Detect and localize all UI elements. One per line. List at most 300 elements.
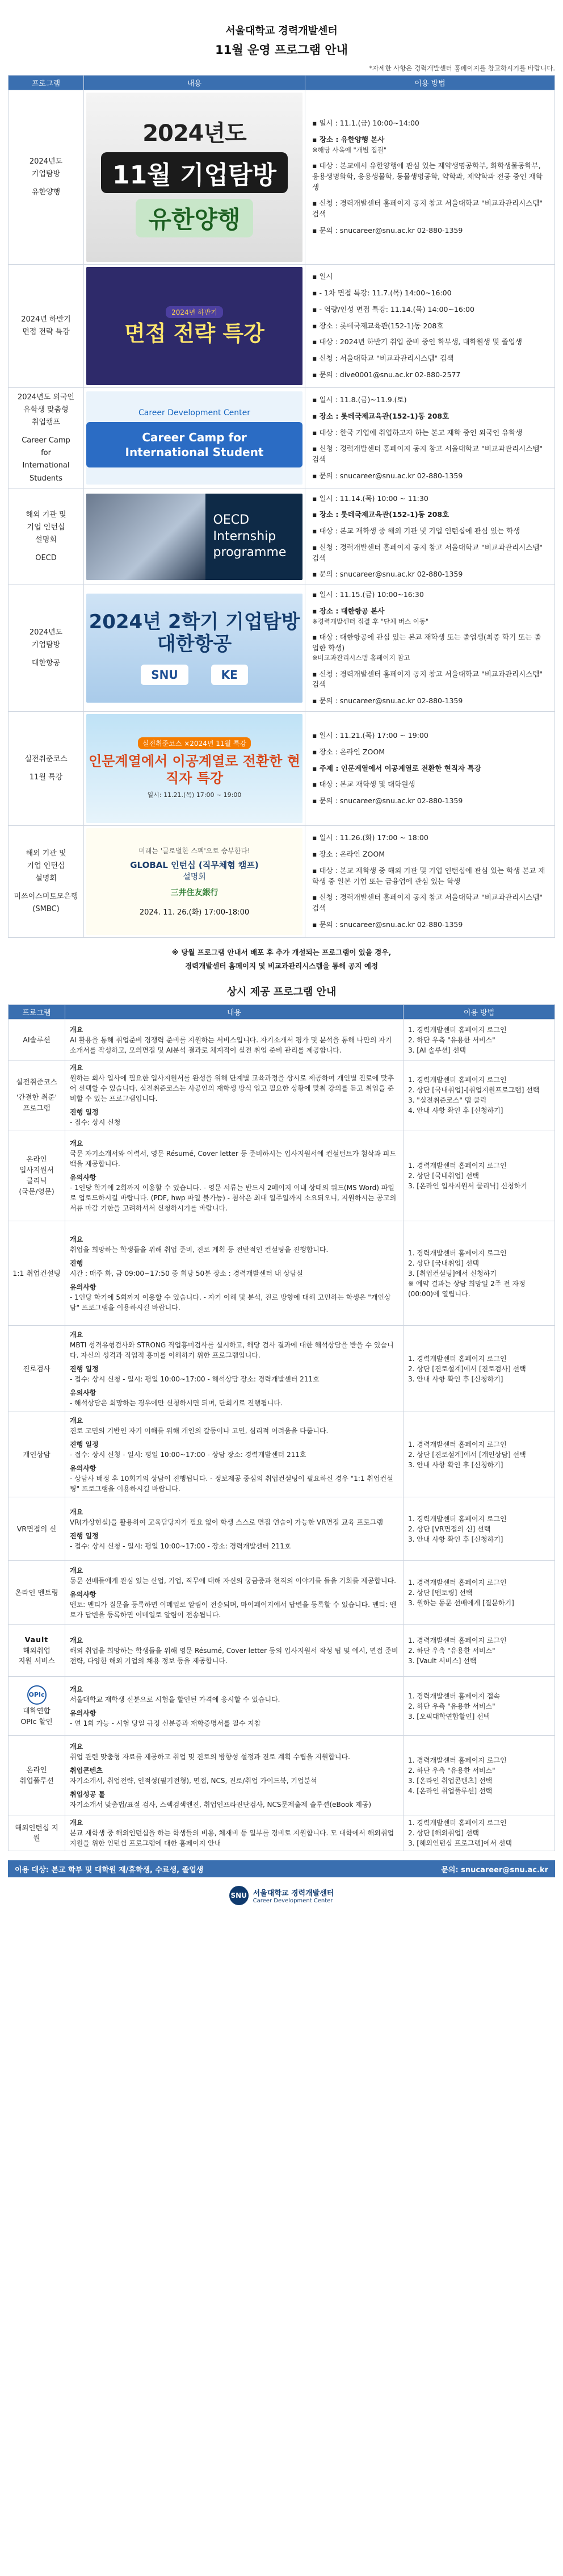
program-name-line: 기업 인턴십 xyxy=(27,523,65,532)
program-name-line xyxy=(12,429,80,435)
program-name-line: 유한양행 xyxy=(31,188,61,197)
how-step: 2. 하단 우측 "유용한 서비스" xyxy=(408,1036,495,1044)
poster-headline: 11월 기업탐방 xyxy=(101,152,288,193)
desc-block xyxy=(70,1234,398,1255)
service-name xyxy=(9,1020,65,1061)
info-text: ▪ 일시 : 11.15.(금) 10:00~16:30 xyxy=(312,590,548,600)
program-name-line: Students xyxy=(30,474,62,483)
poster-kicker: 미래는 '글로벌한 스펙'으로 승부한다! xyxy=(138,847,250,855)
how-step: ※ 예약 결과는 상담 희망일 2주 전 자정(00:00)에 열립니다. xyxy=(408,1279,526,1298)
program-row xyxy=(9,825,555,937)
service-name xyxy=(9,1326,65,1412)
info-text: ▪ 장소 : 대한항공 본사 xyxy=(312,606,548,617)
desc-block xyxy=(70,1789,398,1810)
service-description xyxy=(65,1815,404,1851)
desc-block xyxy=(70,1258,398,1279)
program-name-line: 해외 기관 및 xyxy=(26,510,66,519)
footer-contact[interactable]: 문의: snucareer@snu.ac.kr xyxy=(441,1865,548,1874)
desc-block xyxy=(70,1565,398,1586)
info-item xyxy=(312,833,548,844)
service-name xyxy=(9,1412,65,1497)
service-how xyxy=(404,1326,555,1412)
service-name-line: 대학연합 xyxy=(23,1706,51,1715)
service-row xyxy=(9,1561,555,1625)
program-poster-cell xyxy=(84,489,305,585)
desc-heading: 취업콘텐츠 xyxy=(70,1766,103,1775)
program-row xyxy=(9,489,555,585)
program-name-line xyxy=(12,181,80,186)
desc-text: AI 활용을 통해 취업준비 경쟁력 준비를 지원하는 서비스입니다. 자기소개서 평가 및 분석을 통해 나만의 자기소개서를 작성하고, 모의면접 및 AI분석 결과로 체계적이 실전 취업 준비 관리를 제공합니다. xyxy=(70,1036,392,1054)
poster-center: Career Development Center xyxy=(138,408,251,418)
how-step: 1. 경력개발센터 홈페이지 로그인 xyxy=(408,1819,507,1827)
program-name-line: 2024년도 xyxy=(29,628,63,637)
desc-text: 취업을 희망하는 학생들을 위해 취업 준비, 진로 계획 등 전반적인 컨설팅을 진행합니다. xyxy=(70,1245,329,1254)
service-how xyxy=(404,1130,555,1221)
desc-block xyxy=(70,1282,398,1313)
service-how xyxy=(404,1061,555,1130)
service-row xyxy=(9,1677,555,1736)
desc-heading: 유의사항 xyxy=(70,1173,96,1181)
poster-tag: 2024년 하반기 xyxy=(166,306,223,318)
program-name-line: 2024년도 xyxy=(29,157,63,166)
service-row xyxy=(9,1736,555,1815)
program-name xyxy=(9,388,84,489)
poster-company: 유한양행 xyxy=(136,199,253,237)
footnote xyxy=(8,946,555,973)
footnote-line: ※ 당월 프로그램 안내서 배포 후 추가 개설되는 프로그램이 있을 경우, xyxy=(171,947,392,957)
service-description xyxy=(65,1736,404,1815)
service-row xyxy=(9,1020,555,1061)
desc-text: - 접수: 상시 신청 xyxy=(70,1118,121,1127)
desc-heading: 유의사항 xyxy=(70,1709,96,1717)
info-text: ▪ 주제 : 인문계열에서 이공계열로 전환한 현직자 특강 xyxy=(312,763,548,774)
desc-block xyxy=(70,1439,398,1460)
program-row xyxy=(9,711,555,825)
desc-text: - 1인당 학기에 2회까지 이용할 수 있습니다. - 영문 서류는 반드시 2페이지 이내 상태의 워드(MS Word) 파일로 업로드하시길 바랍니다. (PDF, hwp 파일 불가능) - 첨삭은 최대 일주일까지 소요되오니, 지원하시는 공고의 서류 마감 기한을 고려하셔서 신청하시기를 바랍니다. xyxy=(70,1183,397,1212)
program-info xyxy=(305,585,555,712)
center-logo xyxy=(8,1880,555,1911)
how-step: 1. 경력개발센터 홈페이지 로그인 xyxy=(408,1249,507,1257)
poster-headline: OECD Internship programme xyxy=(213,513,287,560)
desc-block xyxy=(70,1742,398,1762)
desc-text: 서울대학교 재학생 신분으로 시험을 할인된 가격에 응시할 수 있습니다. xyxy=(70,1695,280,1704)
service-name-line: 지원 서비스 xyxy=(18,1656,55,1665)
service-how xyxy=(404,1677,555,1736)
service-description xyxy=(65,1412,404,1497)
info-item xyxy=(312,747,548,758)
section-title: 상시 제공 프로그램 안내 xyxy=(226,986,337,999)
poster-year: 2024년도 xyxy=(142,120,246,147)
program-info xyxy=(305,825,555,937)
program-name-line: 실전취준코스 xyxy=(24,754,68,763)
desc-text: 시간 : 매주 화, 금 09:00~17:50 중 회당 50분 장소 : 경력개발센터 내 상담실 xyxy=(70,1269,304,1277)
info-text: ▪ - 역량/인성 면접 특강: 11.14.(목) 14:00~16:00 xyxy=(312,304,548,315)
desc-heading: 유의사항 xyxy=(70,1283,96,1291)
vault-logo-icon: Vault xyxy=(24,1635,49,1644)
program-row xyxy=(9,585,555,712)
desc-text: - 상담사 배정 후 10회기의 상담이 진행됩니다. - 정보제공 중심의 취업컨설팅이 필요하신 경우 "1:1 취업컨설팅" 프로그램을 이용하시길 바랍니다. xyxy=(70,1474,393,1493)
service-how xyxy=(404,1625,555,1677)
service-row xyxy=(9,1815,555,1851)
footer-bar xyxy=(8,1860,555,1877)
how-step: 3. 안내 사항 확인 후 [신청하기] xyxy=(408,1460,503,1469)
service-name xyxy=(9,1221,65,1326)
program-name-line: 대한항공 xyxy=(31,659,61,668)
info-text: ▪ 신청 : 서울대학교 "비교과관리시스템" 검색 xyxy=(312,353,548,364)
how-step: 1. 경력개발센터 홈페이지 로그인 xyxy=(408,1578,507,1586)
info-text: ▪ 장소 : 온라인 ZOOM xyxy=(312,849,548,860)
info-item xyxy=(312,337,548,348)
poster-company: 三井住友銀行 xyxy=(170,888,219,898)
info-item xyxy=(312,510,548,520)
info-text: ▪ 일시 : 11.1.(금) 10:00~14:00 xyxy=(312,118,548,129)
poster-photo xyxy=(86,494,205,580)
info-item xyxy=(312,920,548,930)
service-name-line: 취업풀루션 xyxy=(19,1776,54,1785)
desc-heading: 진행 xyxy=(70,1259,83,1267)
info-text: ▪ 대상 : 대한항공에 관심 있는 본교 재학생 또는 졸업생(최종 학기 또는 졸업한 학생) xyxy=(312,632,548,654)
desc-block xyxy=(70,1708,398,1729)
col-header-content: 내용 xyxy=(65,1005,404,1020)
desc-heading: 유의사항 xyxy=(70,1464,96,1472)
program-poster xyxy=(86,391,302,485)
desc-text: - 접수: 상시 신청 - 일시: 평일 10:00~17:00 - 해석상담 장소: 경력개발센터 211호 xyxy=(70,1375,320,1383)
program-name-line: 취업캠프 xyxy=(31,418,61,427)
info-item xyxy=(312,590,548,600)
desc-block xyxy=(70,1388,398,1408)
info-text: ▪ 대상 : 본교 재학생 중 해외 기관 및 기업 인턴십에 관심 있는 학생 xyxy=(312,526,548,537)
info-text: ▪ 일시 : 11.26.(화) 17:00 ~ 18:00 xyxy=(312,833,548,844)
how-step: 3. 안내 사항 확인 후 [신청하기] xyxy=(408,1375,503,1383)
desc-heading: 개요 xyxy=(70,1742,83,1751)
how-step: 2. 상단 [국내취업]-[취업지원프로그램] 선택 xyxy=(408,1086,540,1095)
program-row xyxy=(9,265,555,388)
program-name-line xyxy=(12,546,80,552)
service-name xyxy=(9,1736,65,1815)
desc-text: 취업 관련 맞춤형 자료를 제공하고 취업 및 진로의 방향성 설정과 진로 계획 수립을 지원합니다. xyxy=(70,1752,350,1761)
service-name xyxy=(9,1130,65,1221)
how-step: 3. [AI 솔루션] 선택 xyxy=(408,1046,466,1054)
info-item xyxy=(312,763,548,774)
info-text: ▪ 신청 : 경력개발센터 홈페이지 공지 참고 서울대학교 "비교과관리시스템" 검색 xyxy=(312,669,548,691)
how-step: 1. 경력개발센터 홈페이지 로그인 xyxy=(408,1636,507,1644)
program-poster xyxy=(86,714,302,823)
program-name xyxy=(9,489,84,585)
service-row xyxy=(9,1625,555,1677)
program-name-line: 미쓰이스미토모은행(SMBC) xyxy=(14,892,78,914)
service-name-line: 1:1 취업컨설팅 xyxy=(12,1268,61,1277)
service-description xyxy=(65,1561,404,1625)
info-text: ▪ 대상 : 본교 재학생 중 해외 기관 및 기업 인턴십에 관심 있는 학생 본교 재학생 중 일본 기업 또는 금융업에 관심 있는 학생 xyxy=(312,866,548,887)
program-name-line xyxy=(12,885,80,891)
info-item xyxy=(312,796,548,807)
service-name-line: 입사지원서 xyxy=(19,1166,54,1175)
info-text: ▪ 장소 : 유한양행 본사 xyxy=(312,135,548,145)
how-step: 1. 경력개발센터 홈페이지 로그인 xyxy=(408,1514,507,1523)
monthly-program-table xyxy=(8,75,555,938)
how-step: 1. 경력개발센터 홈페이지 로그인 xyxy=(408,1161,507,1170)
info-text: ▪ 대상 : 2024년 하반기 취업 준비 중인 학부생, 대학원생 및 졸업생 xyxy=(312,337,548,348)
info-item xyxy=(312,226,548,236)
program-row xyxy=(9,388,555,489)
info-item xyxy=(312,428,548,439)
info-text: ▪ 문의 : snucareer@snu.ac.kr 02-880-1359 xyxy=(312,226,548,236)
snu-seal-icon: SNU xyxy=(229,1886,249,1905)
poster-logo-left: SNU xyxy=(141,665,188,685)
info-item xyxy=(312,606,548,627)
service-name xyxy=(9,1625,65,1677)
how-step: 1. 경력개발센터 홈페이지 로그인 xyxy=(408,1756,507,1764)
service-row xyxy=(9,1497,555,1561)
how-step: 4. [온라인 취업풀루션] 선택 xyxy=(408,1786,493,1795)
service-row xyxy=(9,1061,555,1130)
desc-text: MBTI 성격유형검사와 STRONG 직업흥미검사를 실시하고, 해당 검사 결과에 대한 해석상담을 받을 수 있습니다. 자신의 성격과 직업적 흥미를 이해하기 위한 프로그램입니다. xyxy=(70,1341,394,1359)
service-how xyxy=(404,1561,555,1625)
poster-subtitle: 설명회 xyxy=(183,872,206,882)
info-text: ▪ 문의 : dive0001@snu.ac.kr 02-880-2577 xyxy=(312,370,548,381)
info-text: ▪ 신청 : 경력개발센터 홈페이지 공지 참고 서울대학교 "비교과관리시스템" 검색 xyxy=(312,444,548,465)
col-header-how: 이용 방법 xyxy=(404,1005,555,1020)
desc-text: - 해석상담은 희망하는 경우에만 신청하시면 되며, 단회기로 진행됩니다. xyxy=(70,1398,283,1407)
info-text: ▪ 장소 : 롯데국제교육관(152-1)동 208호 xyxy=(312,411,548,422)
desc-block xyxy=(70,1507,398,1527)
how-step: 2. 상단 [해외취업] 선택 xyxy=(408,1829,479,1838)
service-name-line: OPIc 할인 xyxy=(20,1717,53,1726)
program-poster xyxy=(86,594,302,703)
service-description xyxy=(65,1020,404,1061)
service-description xyxy=(65,1497,404,1561)
logo-main: 서울대학교 경력개발센터 xyxy=(253,1889,334,1898)
info-item xyxy=(312,779,548,790)
program-poster-cell xyxy=(84,90,305,265)
service-description xyxy=(65,1061,404,1130)
footnote-line: 경력개발센터 홈페이지 및 비교과관리시스템을 통해 공지 예정 xyxy=(184,961,379,970)
program-name-line xyxy=(12,766,80,771)
service-name xyxy=(9,1561,65,1625)
desc-block xyxy=(70,1531,398,1551)
how-step: 1. 경력개발센터 홈페이지 로그인 xyxy=(408,1440,507,1448)
how-step: 2. 상단 [국내취업] 선택 xyxy=(408,1171,479,1180)
info-item xyxy=(312,892,548,914)
program-name-line: 기업 인턴십 xyxy=(27,861,65,870)
service-description xyxy=(65,1677,404,1736)
how-step: 2. 하단 우측 "유용한 서비스" xyxy=(408,1646,495,1655)
col-header-content: 내용 xyxy=(84,76,305,90)
info-item xyxy=(312,321,548,332)
how-step: 1. 경력개발센터 홈페이지 로그인 xyxy=(408,1354,507,1363)
program-poster-cell xyxy=(84,388,305,489)
desc-text: 진로 고민의 기반인 자기 이해를 위해 개인의 갈등이나 고민, 심리적 어려움을 다룹니다. xyxy=(70,1426,329,1435)
program-name-line: 해외 기관 및 xyxy=(26,849,66,858)
service-how xyxy=(404,1020,555,1061)
info-item xyxy=(312,118,548,129)
desc-heading: 개요 xyxy=(70,1416,83,1425)
info-item xyxy=(312,198,548,220)
program-poster-cell xyxy=(84,825,305,937)
footer-target: 이용 대상: 본교 학부 및 대학원 재/휴학생, 수료생, 졸업생 xyxy=(15,1865,204,1874)
info-text: ▪ 장소 : 롯데국제교육관(152-1)동 208호 xyxy=(312,321,548,332)
desc-heading: 개요 xyxy=(70,1025,83,1034)
page-title: 11월 운영 프로그램 안내 xyxy=(215,43,348,57)
program-name xyxy=(9,711,84,825)
desc-block xyxy=(70,1107,398,1128)
service-row xyxy=(9,1326,555,1412)
info-note: ※해당 사옥에 "개별 집결" xyxy=(312,145,387,154)
info-item xyxy=(312,696,548,707)
info-item xyxy=(312,669,548,691)
desc-text: 동문 선배들에게 관심 있는 산업, 기업, 직무에 대해 자신의 궁금증과 현직의 이야기를 들을 기회를 제공합니다. xyxy=(70,1576,396,1585)
how-step: 2. 상단 [진로설계]에서 [개인상담] 선택 xyxy=(408,1450,526,1459)
desc-heading: 개요 xyxy=(70,1064,83,1072)
program-name xyxy=(9,825,84,937)
desc-block xyxy=(70,1684,398,1705)
poster-headline: 2024년 2학기 기업탐방 대한항공 xyxy=(89,610,300,656)
service-name-line: 해외취업 xyxy=(23,1646,51,1655)
info-text: ▪ 장소 : 온라인 ZOOM xyxy=(312,747,548,758)
service-name-line: AI솔루션 xyxy=(23,1035,51,1044)
how-step: 3. [취업컨설팅]에서 신청하기 xyxy=(408,1269,497,1277)
desc-heading: 개요 xyxy=(70,1139,83,1147)
how-step: 3. [오픽대학연합할인] 선택 xyxy=(408,1712,490,1721)
poster-logo-right: KE xyxy=(211,665,248,685)
poster-date: 일시: 11.21.(목) 17:00 ~ 19:00 xyxy=(147,791,242,799)
desc-heading: 개요 xyxy=(70,1330,83,1339)
service-description xyxy=(65,1130,404,1221)
info-note: ※경력개발센터 집결 후 "단체 버스 이동" xyxy=(312,617,429,625)
desc-heading: 진행 일정 xyxy=(70,1531,99,1540)
program-name-line: Career Camp xyxy=(22,436,70,445)
desc-block xyxy=(70,1765,398,1786)
service-name-line: 해외인턴십 지원 xyxy=(15,1823,58,1843)
service-row xyxy=(9,1412,555,1497)
desc-heading: 개요 xyxy=(70,1819,83,1827)
program-poster-cell xyxy=(84,585,305,712)
info-item xyxy=(312,272,548,282)
desc-heading: 개요 xyxy=(70,1508,83,1516)
program-name-line: 2024년 하반기 xyxy=(21,315,71,324)
service-row xyxy=(9,1221,555,1326)
program-info xyxy=(305,489,555,585)
desc-text: - 접수: 상시 신청 - 일시: 평일 10:00~17:00 - 장소: 경력개발센터 211호 xyxy=(70,1542,291,1550)
header-note: *자세한 사항은 경력개발센터 홈페이지를 참고하시기를 바랍니다. xyxy=(369,64,555,72)
desc-text: 자기소개서, 취업전략, 인적성(필기전형), 면접, NCS, 진로/취업 가이드북, 기업분석 xyxy=(70,1776,317,1785)
program-name-line: 면접 전략 특강 xyxy=(22,328,70,336)
program-name-line: 기업탐방 xyxy=(31,640,61,649)
info-item xyxy=(312,395,548,406)
info-text: ▪ 대상 : 본교에서 유한양행에 관심 있는 제약생명공학부, 화학생물공학부, 응용생명화학, 응용생물학, 동물생명공학, 약학과, 제약학과 전공 중인 재학생 xyxy=(312,161,548,193)
how-step: 1. 경력개발센터 홈페이지 접속 xyxy=(408,1692,500,1700)
desc-text: 국문 자기소개서와 이력서, 영문 Résumé, Cover letter 등 준비하시는 입사지원서에 컨설턴트가 첨삭과 피드백을 제공합니다. xyxy=(70,1149,396,1168)
info-item xyxy=(312,542,548,564)
info-text: ▪ 일시 xyxy=(312,272,548,282)
how-step: 1. 경력개발센터 홈페이지 로그인 xyxy=(408,1076,507,1084)
how-step: 2. 하단 우측 "유용한 서비스" xyxy=(408,1766,495,1775)
desc-heading: 진행 일정 xyxy=(70,1440,99,1448)
service-name-line: 프로그램 xyxy=(23,1103,51,1112)
info-item xyxy=(312,632,548,663)
info-item xyxy=(312,411,548,422)
info-item xyxy=(312,161,548,193)
info-text: ▪ 신청 : 경력개발센터 홈페이지 공지 참고 서울대학교 "비교과관리시스템" 검색 xyxy=(312,542,548,564)
program-name-line: for xyxy=(41,449,51,458)
desc-heading: 유의사항 xyxy=(70,1590,96,1598)
desc-block xyxy=(70,1364,398,1384)
info-text: ▪ 대상 : 한국 기업에 취업하고자 하는 본교 재학 중인 외국인 유학생 xyxy=(312,428,548,439)
info-text: ▪ 일시 : 11.8.(금)~11.9.(토) xyxy=(312,395,548,406)
opic-logo-icon: OPIc xyxy=(27,1685,47,1705)
program-name-line: 기업탐방 xyxy=(31,169,61,178)
desc-block xyxy=(70,1463,398,1494)
service-description xyxy=(65,1326,404,1412)
desc-heading: 개요 xyxy=(70,1636,83,1644)
logo-sub: Career Development Center xyxy=(253,1898,333,1905)
how-step: 3. [온라인 취업콘텐츠] 선택 xyxy=(408,1776,493,1785)
program-name xyxy=(9,90,84,265)
service-row xyxy=(9,1130,555,1221)
desc-block xyxy=(70,1818,398,1848)
desc-heading: 취업성공 툴 xyxy=(70,1790,106,1798)
desc-heading: 개요 xyxy=(70,1685,83,1693)
desc-block xyxy=(70,1635,398,1666)
info-text: ▪ 장소 : 롯데국제교육관(152-1)동 208호 xyxy=(312,510,548,520)
how-step: 4. 안내 사항 확인 후 [신청하기] xyxy=(408,1107,503,1115)
info-item xyxy=(312,135,548,155)
desc-heading: 개요 xyxy=(70,1235,83,1243)
program-name-line: 2024년도 외국인 xyxy=(17,393,74,402)
service-how xyxy=(404,1221,555,1326)
desc-text: 본교 재학생 중 해외인턴십을 하는 학생들의 비용, 체재비 등 일부를 경비로 지원합니다. 모 대학에서 해외취업 지원을 위한 인턴쉽 프로그램에 대한 홈페이지 안내 xyxy=(70,1829,394,1848)
service-how xyxy=(404,1736,555,1815)
program-poster-cell xyxy=(84,265,305,388)
program-row xyxy=(9,90,555,265)
info-text: ▪ 문의 : snucareer@snu.ac.kr 02-880-1359 xyxy=(312,696,548,707)
info-text: ▪ 일시 : 11.21.(목) 17:00 ~ 19:00 xyxy=(312,730,548,741)
header xyxy=(8,0,555,58)
desc-block xyxy=(70,1138,398,1169)
desc-block xyxy=(70,1025,398,1055)
program-name-line xyxy=(12,652,80,657)
poster-date: 2024. 11. 26.(화) 17:00-18:00 xyxy=(139,908,250,917)
how-step: 2. 상단 [진로설계]에서 [진로검사] 선택 xyxy=(408,1364,526,1373)
program-poster xyxy=(86,93,302,262)
how-step: 3. 원하는 동문 선배에게 [질문하기] xyxy=(408,1598,514,1607)
program-name-line: International xyxy=(22,461,70,470)
how-step: 3. 안내 사항 확인 후 [신청하기] xyxy=(408,1535,503,1543)
col-header-program: 프로그램 xyxy=(9,1005,65,1020)
info-item xyxy=(312,471,548,482)
info-text: ▪ 문의 : snucareer@snu.ac.kr 02-880-1359 xyxy=(312,569,548,580)
info-text: ▪ 신청 : 경력개발센터 홈페이지 공지 참고 서울대학교 "비교과관리시스템" 검색 xyxy=(312,198,548,220)
service-name-line: 실전취준코스 xyxy=(16,1078,57,1087)
info-text: ▪ 문의 : snucareer@snu.ac.kr 02-880-1359 xyxy=(312,471,548,482)
service-how xyxy=(404,1412,555,1497)
desc-text: - 연 1회 가능 - 시험 당일 규정 신분증과 재학증명서를 필수 지참 xyxy=(70,1719,261,1727)
desc-heading: 유의사항 xyxy=(70,1388,96,1397)
info-text: ▪ 문의 : snucareer@snu.ac.kr 02-880-1359 xyxy=(312,920,548,930)
desc-text: 원하는 회사 입사에 필요한 입사지원서를 완성을 위해 단계별 교육과정을 상시로 제공하여 개인별 진로에 맞추어 선택할 수 있습니다. 실전취준코스는 사공인의 재학생 방식 업고 필요한 상황에 맞춰 강의를 듣고 취업을 준비할 수 있는 프로그램입니다. xyxy=(70,1074,394,1103)
desc-text: - 1인당 학기에 5회까지 이용할 수 있습니다. - 자기 이해 및 분석, 진로 방향에 대해 고민하는 학생은 "개인상담" 프로그램을 이용하시길 바랍니다. xyxy=(70,1293,391,1312)
info-item xyxy=(312,353,548,364)
info-note: ※비교과관리시스템 홈페이지 참고 xyxy=(312,654,410,662)
service-name xyxy=(9,1061,65,1130)
desc-text: 해외 취업을 희망하는 학생들을 위해 영문 Résumé, Cover letter 등의 입사지원서 작성 팁 및 예시, 면접 준비 전략, 다양한 해외 기업의 채용 정보 등을 제공합니다. xyxy=(70,1646,398,1665)
program-name-line: 설명회 xyxy=(35,874,57,883)
poster-headline: 면접 전략 특강 xyxy=(124,320,264,346)
poster-logos xyxy=(141,665,248,685)
desc-text: VR(가상현실)을 활용하여 교육담당자가 필요 없이 학생 스스로 면접 연습이 가능한 VR면접 교육 프로그램 xyxy=(70,1518,383,1526)
program-name xyxy=(9,265,84,388)
service-description xyxy=(65,1625,404,1677)
